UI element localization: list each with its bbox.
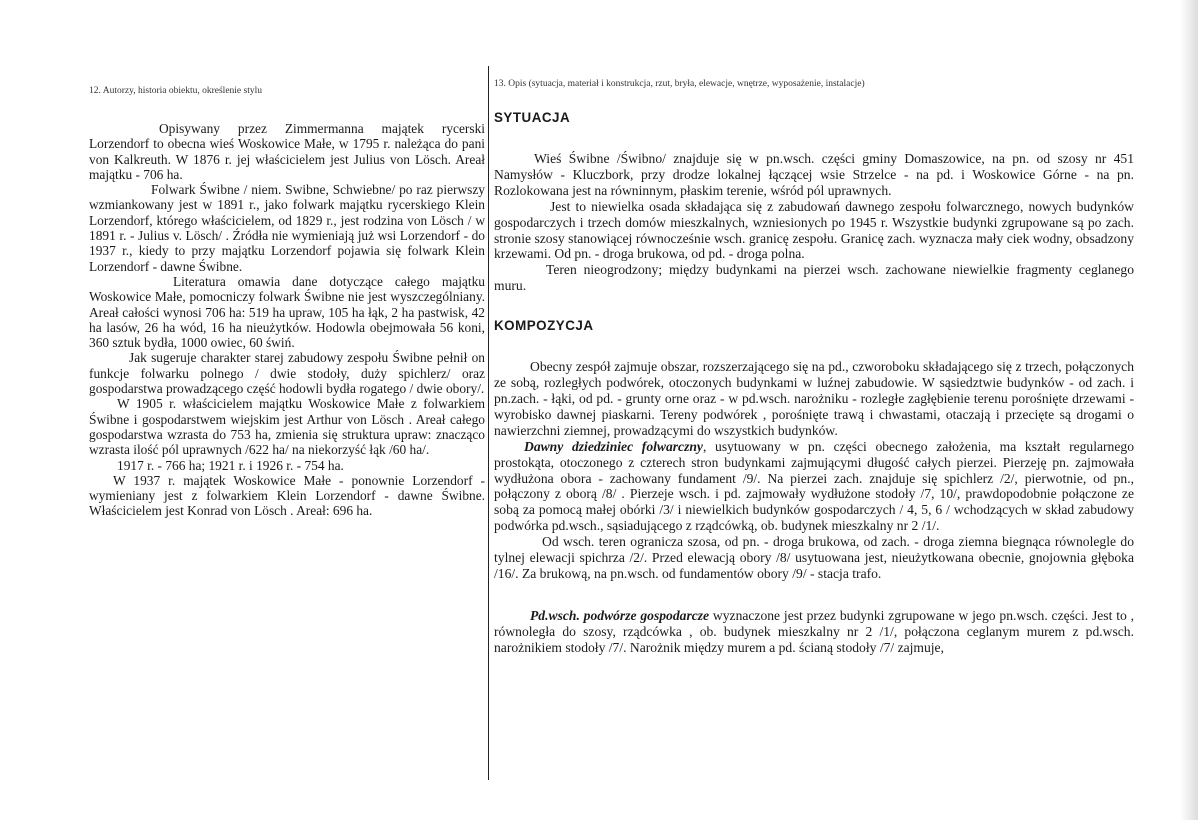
left-paragraph-5: W 1905 r. właścicielem majątku Woskowice Małe z folwarkiem Świbne i gospodarstwem wiejskim jest Arthur von Lösch . Areał całego gospodarstwa wzrasta do 753 ha, zmienia się struktura upraw: znacząco wzrasta ilość pól uprawnych /622 ha/ na niekorzyść łąk /60 ha/. xyxy=(89,396,485,458)
sytuacja-paragraph-2: Jest to niewielka osada składająca się z zabudowań dawnego zespołu folwarcznego, nowych budynków gospodarczych i trzech domów mieszkalnych, wzniesionych po 1945 r. Wszystkie budynki zgrupowane są po zach. stronie szosy stanowiącej równocześnie wsch. granicę zespołu. Granicę zach. wyznacza mały ciek wodny, obsadzony krzewami. Od pn. - droga brukowa, od pd. - droga polna. xyxy=(494,198,1134,262)
section-title-sytuacja: SYTUACJA xyxy=(494,110,571,125)
column-divider xyxy=(488,66,489,780)
kompozycja-paragraph-1: Obecny zespół zajmuje obszar, rozszerzającego się na pd., czworoboku składającego się z trzech, połączonych ze sobą, rozległych podwórek, otoczonych budynkami w luźnej zabudowie. W sąsiedztwie budynków - od zach. i pn.zach. - łąki, od pd. - grunty orne oraz - w pd.wsch. narożniku - rozległe zagłębienie terenu porośnięte drzewami - wyrobisko dawnej piaskarni. Tereny podwórek , porośnięte trawą i chwastami, otaczają i przecięte są drogami o nawierzchni ziemnej, prowadzącymi do wszystkich budynków. xyxy=(494,359,1134,438)
kompozycja-paragraph-4 xyxy=(494,608,1134,656)
left-paragraph-6: 1917 r. - 766 ha; 1921 r. i 1926 r. - 754 ha. xyxy=(117,457,344,473)
right-column xyxy=(494,78,1134,656)
left-paragraph-2: Folwark Świbne / niem. Swibne, Schwiebne/ po raz pierwszy wzmiankowany jest w 1891 r., jako folwark majątku rycerskiego Klein Lorzendorf, którego właścicielem, od 1829 r., jest rodzina von Lösch / w 1891 r. - Julius v. Lösch/ . Źródła nie wymieniają już wsi Lorzendorf - do 1937 r., kiedy to przy majątku Lorzendorf pojawia się folwark Klein Lorzendorf - dawne Świbne. xyxy=(89,182,485,274)
sytuacja-paragraph-3: Teren nieogrodzony; między budynkami na pierzei wsch. zachowane niewielkie fragmenty ceglanego muru. xyxy=(494,262,1134,294)
left-paragraph-4: Jak sugeruje charakter starej zabudowy zespołu Świbne pełnił on funkcje folwarku polnego / dwie stodoły, duży spichlerz/ oraz gospodarstwa prowadzącego część hodowli bydła rogatego / dwie obory/. xyxy=(89,350,485,397)
left-column-heading: 12. Autorzy, historia obiektu, określenie stylu xyxy=(89,86,262,96)
term-pd-wsch-podworze: Pd.wsch. podwórze gospodarcze xyxy=(530,607,710,623)
left-column xyxy=(89,85,485,519)
kompozycja-paragraph-2-text: , usytuowany w pn. części obecnego założenia, ma kształt regularnego prostokąta, otoczonego z czterech stron budynkami zajmującymi długość całych pierzei. Pierzeję pn. zajmowała wydłużona obora - zachowany fundament /9/. Na pierzei zach. znajduje się spichlerz /2/, pierwotnie, od pn., połączony z oborą /8/ . Pierzeje wsch. i pd. zajmowały wydłużone stodoły /7, 10/, prawdopodobnie połączone ze sobą za pomocą małej obórki /3/ i niewielkich budynków gospodarczych / 4, 5, 6 / wchodzących w skład zabudowy podwórka pd.wsch., sąsiadującego z rządcówką, ob. budynek mieszkalny nr 2 /1/. xyxy=(494,438,1134,534)
kompozycja-paragraph-4-text: wyznaczone jest przez budynki zgrupowane w jego pn.wsch. części. Jest to , równoległa do szosy, rządcówka , ob. budynek mieszkalny nr 2 /1/, połączona ceglanym murem z pd.wsch. narożnikiem stodoły /7/. Narożnik między murem a pd. ścianą stodoły /7/ zajmuje, xyxy=(494,607,1134,655)
section-title-kompozycja: KOMPOZYCJA xyxy=(494,318,594,334)
sytuacja-paragraph-1: Wieś Świbne /Świbno/ znajduje się w pn.wsch. części gminy Domaszowice, na pn. od szosy nr 451 Namysłów - Kluczbork, przy drodze lokalnej łączącej wsie Strzelce - na pd. i Woskowice Górne - na pn. Rozlokowana jest na równinnym, płaskim terenie, wśród pól uprawnych. xyxy=(494,151,1134,198)
scan-page-edge xyxy=(1180,0,1198,820)
kompozycja-paragraph-3: Od wsch. teren ogranicza szosa, od pn. - droga brukowa, od zach. - droga ziemna biegnąca równolegle do tylnej elewacji spichrza /2/. Przed elewacją obory /8/ usytuowana jest, nieużytkowana obecnie, gnojownia głęboka /16/. Za brukową, na pn.wsch. od fundamentów obory /9/ - stacja trafo. xyxy=(494,534,1134,581)
left-paragraph-1: Opisywany przez Zimmermanna majątek rycerski Lorzendorf to obecna wieś Woskowice Małe, w 1795 r. należąca do pani von Kalkreuth. W 1876 r. jej właścicielem jest Julius von Lösch. Areał majątku - 706 ha. xyxy=(89,121,485,182)
left-paragraph-3: Literatura omawia dane dotyczące całego majątku Woskowice Małe, pomocniczy folwark Świbne nie jest wyszczególniany. Areał całości wynosi 706 ha: 519 ha upraw, 105 ha łąk, 2 ha pastwisk, 42 ha lasów, 26 ha wód, 16 ha nieużytków. Hodowla obejmowała 56 koni, 360 sztuk bydła, 1000 owiec, 60 świń. xyxy=(89,273,485,351)
kompozycja-paragraph-2 xyxy=(494,439,1134,534)
left-paragraph-7: W 1937 r. majątek Woskowice Małe - ponownie Lorzendorf - wymieniany jest z folwarkiem Klein Lorzendorf - dawne Świbne. Właścicielem jest Konrad von Lösch . Areał: 696 ha. xyxy=(89,472,485,519)
term-dawny-dziedziniec: Dawny dziedziniec folwarczny xyxy=(524,438,703,454)
right-column-heading: 13. Opis (sytuacja, materiał i konstrukcja, rzut, bryła, elewacje, wnętrze, wyposażenie, instalacje) xyxy=(494,79,865,89)
